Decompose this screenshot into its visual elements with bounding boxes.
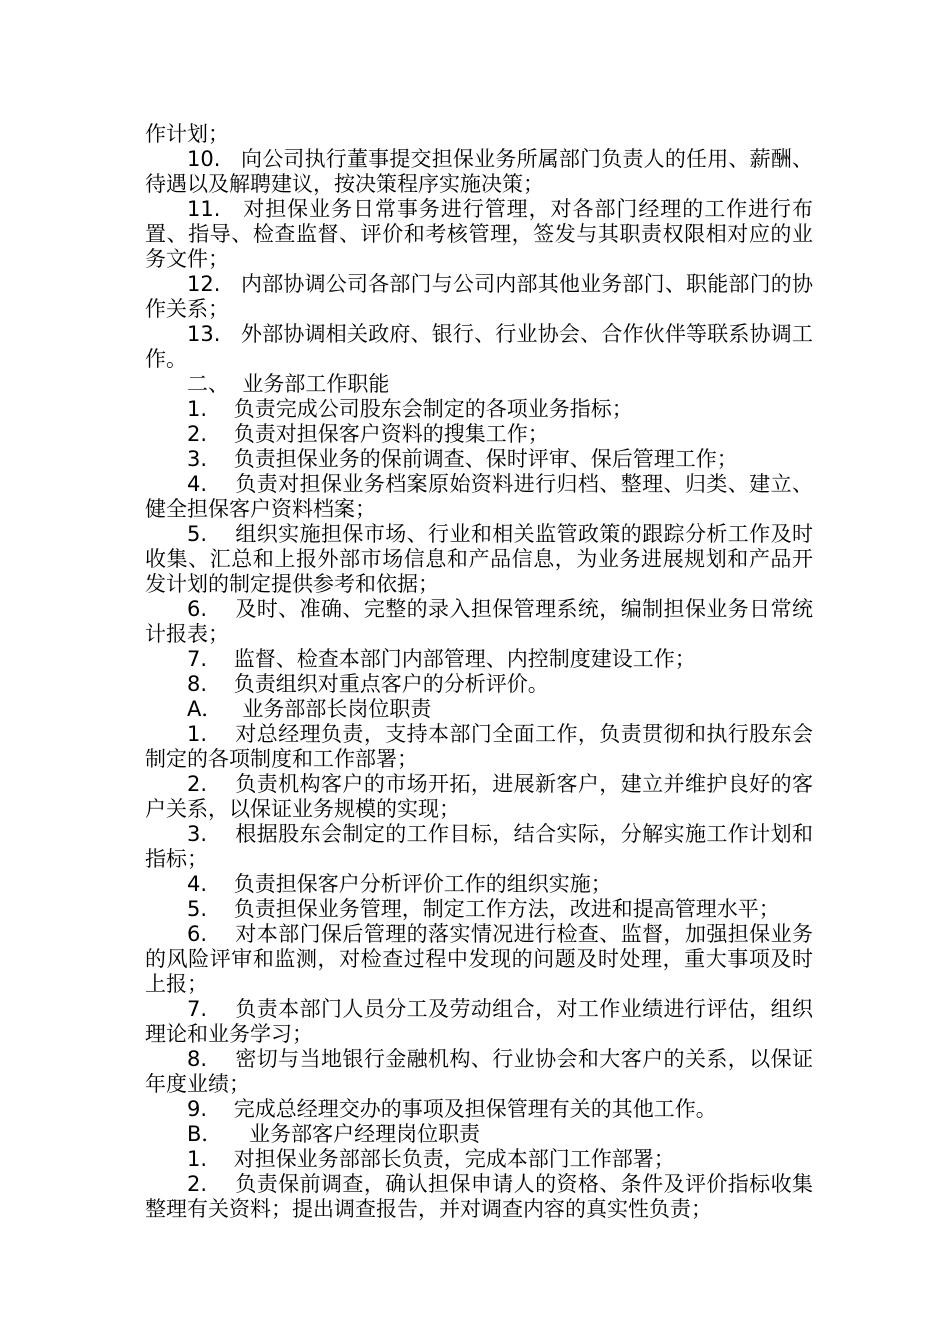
list-item: 2. 负责机构客户的市场开拓，进展新客户，建立并维护良好的客户关系，以保证业务规模的实现； bbox=[145, 772, 813, 821]
list-item: 11. 对担保业务日常事务进行管理，对各部门经理的工作进行布置、指导、检查监督、评价和考核管理，签发与其职责权限相对应的业务文件； bbox=[145, 197, 813, 271]
list-item: 5. 负责担保业务管理，制定工作方法，改进和提高管理水平； bbox=[187, 897, 780, 921]
list-item: 7. 监督、检查本部门内部管理、内控制度建设工作； bbox=[187, 647, 696, 671]
section-heading: 二、 业务部工作职能 bbox=[187, 372, 390, 396]
list-item: 3. 根据股东会制定的工作目标，结合实际，分解实施工作计划和指标； bbox=[145, 822, 813, 871]
list-item: 7. 负责本部门人员分工及劳动组合，对工作业绩进行评估，组织理论和业务学习； bbox=[145, 997, 813, 1046]
list-item: 1. 对担保业务部部长负责，完成本部门工作部署； bbox=[187, 1147, 675, 1171]
list-item: 13. 外部协调相关政府、银行、行业协会、合作伙伴等联系协调工作。 bbox=[145, 322, 813, 371]
list-item: 6. 对本部门保后管理的落实情况进行检查、监督，加强担保业务的风险评审和监测，对检查过程中发现的问题及时处理，重大事项及时上报； bbox=[145, 922, 813, 996]
list-item: 9. 完成总经理交办的事项及担保管理有关的其他工作。 bbox=[187, 1097, 717, 1121]
list-item: 1. 负责完成公司股东会制定的各项业务指标； bbox=[187, 397, 633, 421]
list-item: 2. 负责保前调查，确认担保申请人的资格、条件及评价指标收集整理有关资料；提出调查报告，并对调查内容的真实性负责； bbox=[145, 1172, 813, 1221]
list-item: 4. 负责担保客户分析评价工作的组织实施； bbox=[187, 872, 612, 896]
list-item: 8. 负责组织对重点客户的分析评价。 bbox=[187, 672, 549, 696]
paragraph: 作计划； bbox=[145, 122, 229, 146]
list-item: 3. 负责担保业务的保前调查、保时评审、保后管理工作； bbox=[187, 447, 738, 471]
list-item: 1. 对总经理负责，支持本部门全面工作，负责贯彻和执行股东会制定的各项制度和工作部署； bbox=[145, 722, 813, 771]
subsection-heading: A． 业务部部长岗位职责 bbox=[187, 697, 432, 721]
document-body bbox=[145, 122, 813, 1222]
subsection-heading: B． 业务部客户经理岗位职责 bbox=[187, 1122, 481, 1146]
list-item: 6. 及时、准确、完整的录入担保管理系统，编制担保业务日常统计报表； bbox=[145, 597, 813, 646]
list-item: 8. 密切与当地银行金融机构、行业协会和大客户的关系，以保证年度业绩； bbox=[145, 1047, 813, 1096]
list-item: 2. 负责对担保客户资料的搜集工作； bbox=[187, 422, 549, 446]
list-item: 4. 负责对担保业务档案原始资料进行归档、整理、归类、建立、健全担保客户资料档案； bbox=[145, 472, 813, 521]
list-item: 10. 向公司执行董事提交担保业务所属部门负责人的任用、薪酬、待遇以及解聘建议，按决策程序实施决策； bbox=[145, 147, 813, 196]
list-item: 12. 内部协调公司各部门与公司内部其他业务部门、职能部门的协作关系； bbox=[145, 272, 813, 321]
list-item: 5. 组织实施担保市场、行业和相关监管政策的跟踪分析工作及时收集、汇总和上报外部市场信息和产品信息，为业务进展规划和产品开发计划的制定提供参考和依据； bbox=[145, 522, 813, 596]
